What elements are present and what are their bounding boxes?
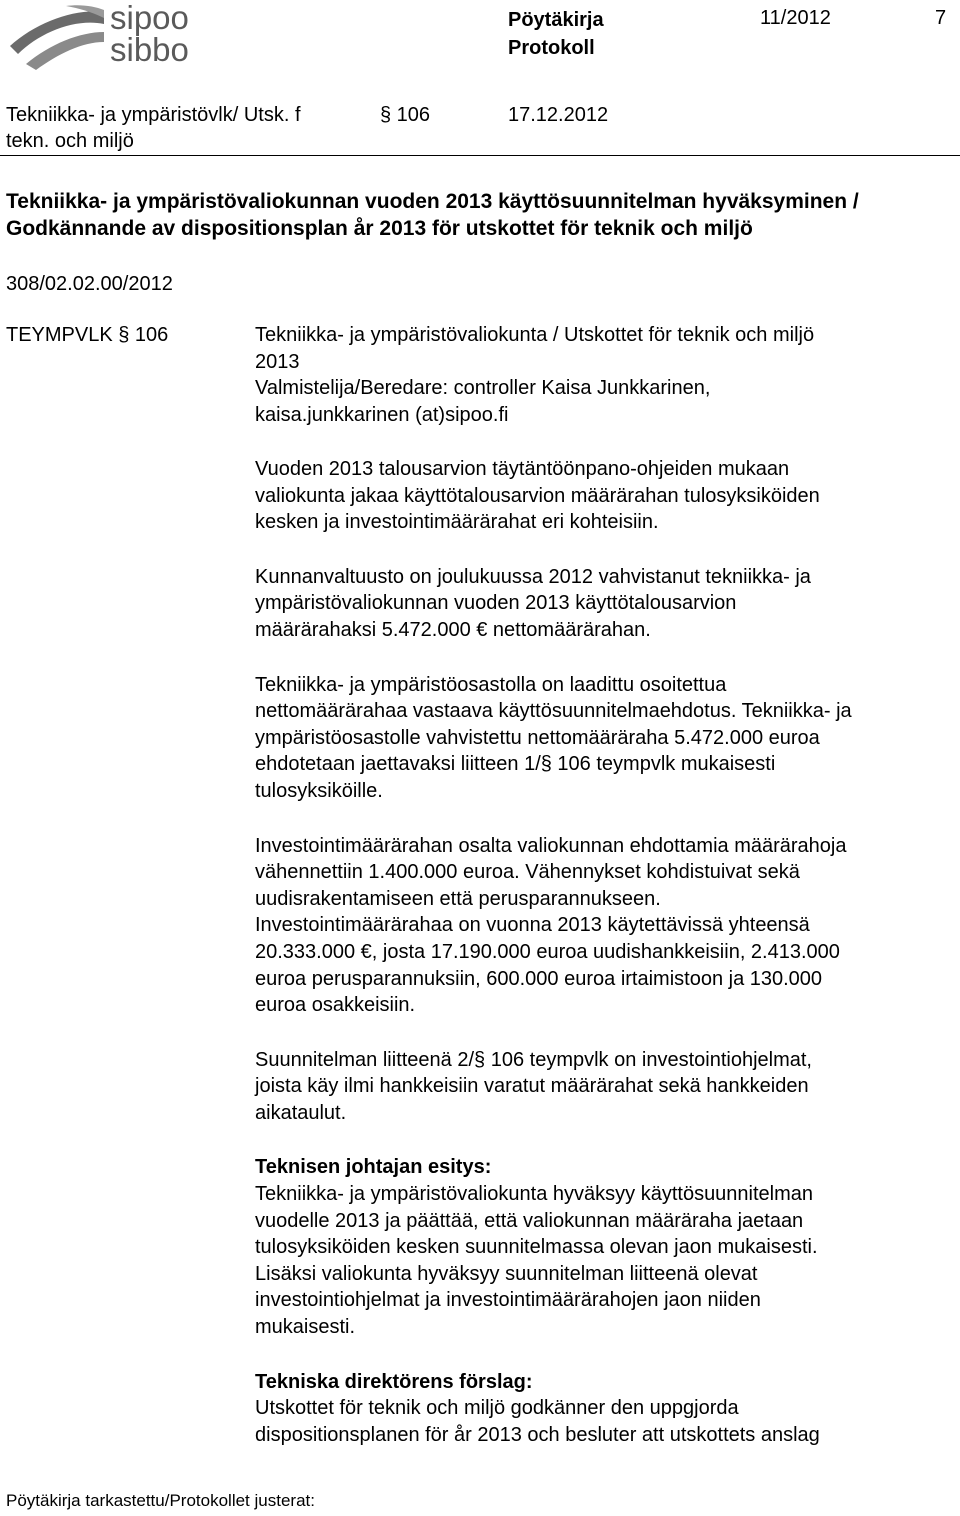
text-line: Vuoden 2013 talousarvion täytäntöönpano-ohjeiden mukaan (255, 458, 790, 480)
text-line: mukaisesti. (255, 1316, 356, 1339)
document-type (508, 6, 604, 62)
proposal-fi-heading: Teknisen johtajan esitys: (255, 1156, 492, 1179)
text-line: 20.333.000 €, josta 17.190.000 euroa uudishankkeisiin, 2.413.000 (255, 940, 840, 963)
committee-name-sv: tekn. och miljö (6, 130, 134, 152)
text-line: ympäristöosastolle vahvistettu nettomääräraha 5.472.000 euroa (255, 726, 820, 749)
text-line: joista käy ilmi hankkeisiin varatut määrärahat sekä hankkeiden (255, 1075, 809, 1098)
title-line: Godkännande av dispositionsplan år 2013 för utskottet för teknik och miljö (6, 217, 753, 240)
page-number: 7 (935, 7, 947, 29)
proposal-fi (255, 1154, 955, 1340)
text-line: tulosyksiköiden kesken suunnitelmassa olevan jaon mukaisesti. (255, 1236, 818, 1259)
text-line: uudisrakentamiseen että perusparannukseen. (255, 887, 661, 910)
logo-wordmark (110, 2, 260, 66)
document-number: 11/2012 (760, 7, 831, 29)
reference-line: 2013 (255, 350, 300, 373)
reference-line: kaisa.junkkarinen (at)sipoo.fi (255, 403, 509, 426)
text-line: Lisäksi valiokunta hyväksyy suunnitelman liitteenä olevat (255, 1262, 758, 1285)
text-line: euroa osakkeisiin. (255, 994, 416, 1017)
section-number: § 106 (380, 104, 431, 126)
title-line: Tekniikka- ja ympäristövaliokunnan vuoden 2013 käyttösuunnitelman hyväksyminen / (6, 190, 859, 213)
proposal-sv (255, 1369, 955, 1449)
committee-name (6, 102, 301, 154)
footer-verification: Pöytäkirja tarkastettu/Protokollet justerat: (6, 1491, 315, 1510)
text-line: vähennettiin 1.400.000 euroa. Vähennykset kohdistuivat sekä (255, 861, 800, 884)
paragraph (255, 672, 955, 805)
paragraph (255, 564, 955, 644)
body-text (255, 456, 955, 1448)
meeting-date: 17.12.2012 (508, 104, 609, 126)
text-line: määrärahaksi 5.472.000 € nettomäärärahan. (255, 618, 651, 641)
text-line: tulosyksiköille. (255, 779, 383, 802)
text-line: kesken ja investointimäärärahat eri kohteisiin. (255, 511, 659, 534)
logo-text-sv: sibbo (110, 31, 189, 68)
document-type-fi: Pöytäkirja (508, 9, 604, 31)
text-line: Suunnitelman liitteenä 2/§ 106 teympvlk on investointiohjelmat, (255, 1048, 812, 1071)
text-line: Tekniikka- ja ympäristövaliokunta hyväksyy käyttösuunnitelman (255, 1183, 814, 1206)
text-line: valiokunta jakaa käyttötalousarvion määrärahan tulosyksiköiden (255, 484, 820, 507)
document-type-sv: Protokoll (508, 37, 595, 59)
logo-text-fi: sipoo (110, 0, 189, 36)
text-line: Investointimäärärahan osalta valiokunnan ehdottamia määrärahoja (255, 834, 847, 857)
text-line: Kunnanvaltuusto on joulukuussa 2012 vahvistanut tekniikka- ja (255, 565, 811, 588)
reference-details (255, 322, 955, 428)
reference-line: Tekniikka- ja ympäristövaliokunta / Utskottet för teknik och miljö (255, 324, 815, 346)
reference-code: TEYMPVLK § 106 (6, 324, 169, 346)
text-line: ehdotetaan jaettavaksi liitteen 1/§ 106 teympvlk mukaisesti (255, 753, 776, 776)
proposal-sv-heading: Tekniska direktörens förslag: (255, 1370, 533, 1393)
text-line: dispositionsplanen för år 2013 och besluter att utskottets anslag (255, 1423, 820, 1446)
text-line: investointiohjelmat ja investointimäärärahojen jaon niiden (255, 1289, 761, 1312)
text-line: vuodelle 2013 ja päättää, että valiokunnan määräraha jaetaan (255, 1209, 804, 1232)
reference-line: Valmistelija/Beredare: controller Kaisa Junkkarinen, (255, 377, 711, 400)
text-line: nettomäärärahaa vastaava käyttösuunnitelmaehdotus. Tekniikka- ja (255, 700, 852, 723)
text-line: aikataulut. (255, 1101, 347, 1124)
text-line: Utskottet för teknik och miljö godkänner den uppgjorda (255, 1397, 739, 1420)
text-line: ympäristövaliokunnan vuoden 2013 käyttötalousarvion (255, 592, 737, 615)
text-line: Tekniikka- ja ympäristöosastolla on laadittu osoitettua (255, 673, 727, 696)
header-divider (0, 155, 960, 156)
text-line: euroa perusparannuksiin, 600.000 euroa irtaimistoon ja 130.000 (255, 967, 823, 990)
agenda-item-title (6, 188, 956, 242)
paragraph (255, 833, 955, 1019)
paragraph (255, 456, 955, 536)
committee-name-fi: Tekniikka- ja ympäristövlk/ Utsk. f (6, 104, 301, 126)
case-number: 308/02.02.00/2012 (6, 273, 173, 295)
paragraph (255, 1047, 955, 1127)
text-line: Investointimäärärahaa on vuonna 2013 käytettävissä yhteensä (255, 914, 810, 937)
